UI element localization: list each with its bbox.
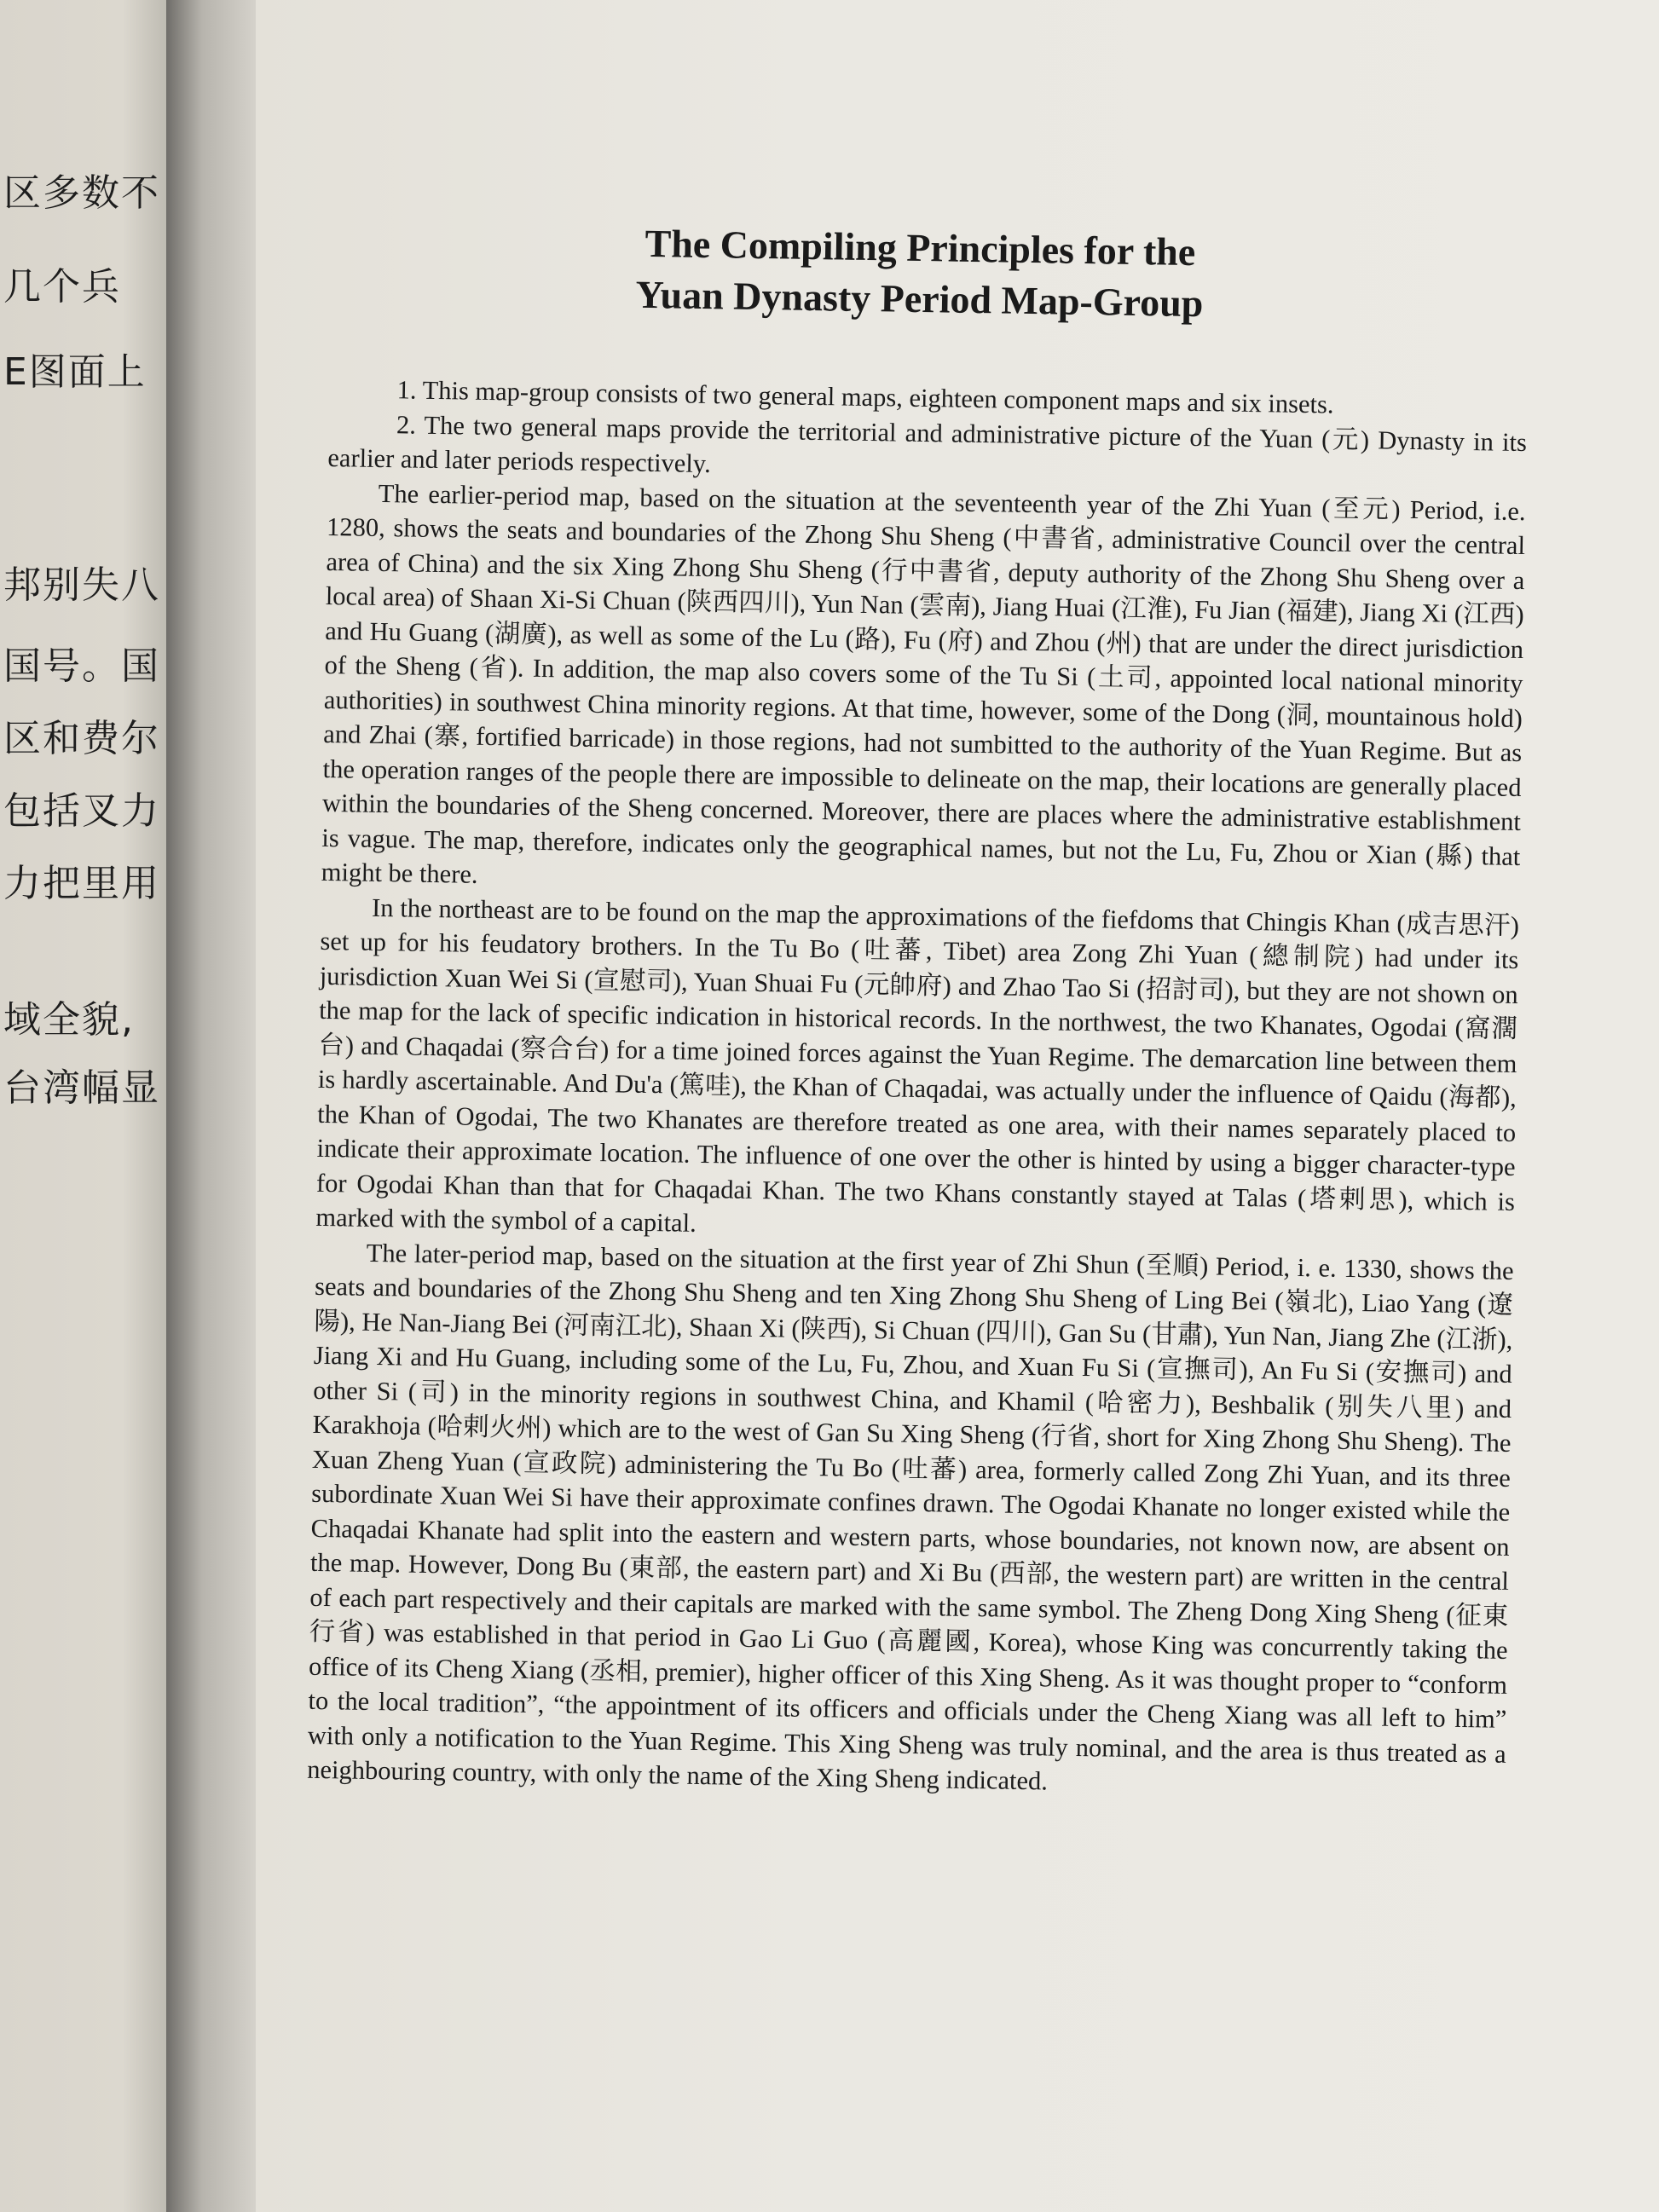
body-text	[307, 372, 1528, 1805]
page-title	[322, 213, 1517, 334]
title-line-2: Yuan Dynasty Period Map-Group	[635, 272, 1204, 326]
title-line-1: The Compiling Principles for the	[645, 221, 1196, 274]
left-page-line: 几个兵	[3, 265, 121, 309]
left-page-line: 邦别失八	[3, 563, 160, 607]
left-page-line: E图面上	[3, 350, 147, 394]
left-page-line: 台湾幅显	[3, 1066, 160, 1110]
left-page-line: 区多数不	[3, 171, 160, 215]
left-page-line: 域全貌,	[3, 998, 135, 1042]
paragraph-northeast: In the northeast are to be found on the map the approximations of the fiefdoms that Chingis Khan (成吉思汗) set up for his feudatory brothers. In the Tu Bo (吐蕃, Tibet) area Zong Zhi Yuan (總制院) had under its jurisdiction Xuan Wei Si (宣慰司), Yuan Shuai Fu (元帥府) and Zhao Tao Si (招討司), but they are not shown on the map for the lack of specific indication in historical records. In the northwest, the two Khanates, Ogodai (窩濶台) and Chaqadai (察合台) for a time joined forces against the Yuan Regime. The demarcation line between them is hardly ascertainable. And Du'a (篤哇), the Khan of Chaqadai, was actually under the influence of Qaidu (海都), the Khan of Ogodai, The two Khanates are therefore treated as one area, with their names separately placed to indicate their approximate location. The influence of one over the other is hinted by using a bigger character-type for Ogodai Khan than that for Chaqadai Khan. The two Khans constantly stayed at Talas (塔剌思), which is marked with the symbol of a capital.	[315, 892, 1520, 1238]
left-page-line: 区和费尔	[3, 717, 160, 760]
paragraph-later-period: The later-period map, based on the situation at the first year of Zhi Shun (至順) Period, i. e. 1330, shows the seats and boundaries of the Zhong Shu Sheng and ten Xing Zhong Shu Sheng of Ling Bei (嶺北), Liao Yang (遼陽), He Nan-Jiang Bei (河南江北), Shaan Xi (陕西), Si Chuan (四川), Gan Su (甘肅), Yun Nan, Jiang Zhe (江浙), Jiang Xi and Hu Guang, including some of the Lu, Fu, Zhou, and Xuan Fu Si (宣撫司), An Fu Si (安撫司) and other Si (司) in the minority regions in southwest China, and Khamil (哈密力), Beshbalik (别失八里) and Karakhoja (哈剌火州) which are to the west of Gan Su Xing Sheng (行省, short for Xing Zhong Shu Sheng). The Xuan Zheng Yuan (宣政院) administering the Tu Bo (吐蕃) area, formerly called Zong Zhi Yuan, and its three subordinate Xuan Wei Si have their approximate confines drawn. The Ogodai Khanate no longer existed while the Chaqadai Khanate had split into the eastern and western parts, whose boundaries, not known now, are absent on the map. However, Dong Bu (東部, the eastern part) and Xi Bu (西部, the western part) are written in the central of each part respectively and their capitals are marked with the same symbol. The Zheng Dong Xing Sheng (征東行省) was established in that period in Gao Li Guo (高麗國, Korea), whose King was concurrently taking the office of its Cheng Xiang (丞相, premier), higher officer of this Xing Sheng. As it was thought proper to “conform to the local tradition”, “the appointment of its officers and officials under the Cheng Xiang was all left to him” with only a notification to the Yuan Regime. This Xing Sheng was truly nominal, and the area is thus treated as a neighbouring country, with only the name of the Xing Sheng indicated.	[306, 1238, 1514, 1796]
left-page-line: 国号。国	[3, 644, 160, 688]
left-page-line: 包括叉力	[3, 789, 160, 833]
paragraph-earlier-period: The earlier-period map, based on the situation at the seventeenth year of the Zhi Yuan (至元) Period, i.e. 1280, shows the seats and boundaries of the Zhong Shu Sheng (中書省, administrative Council over the central area of China) and the six Xing Zhong Shu Sheng (行中書省, deputy authority of the Zhong Shu Sheng over a local area) of Shaan Xi-Si Chuan (陕西四川), Yun Nan (雲南), Jiang Huai (江淮), Fu Jian (福建), Jiang Xi (江西) and Hu Guang (湖廣), as well as some of the Lu (路), Fu (府) and Zhou (州) that are under the direct jurisdiction of the Sheng (省). In addition, the map also covers some of the Tu Si (土司, appointed local national minority authorities) in southwest China minority regions. At that time, however, some of the Dong (洞, mountainous hold) and Zhai (寨, fortified barricade) in those regions, had not sumbitted to the authority of the Yuan Regime. But as the operation ranges of the people there are impossible to delineate on the map, their locations are generally placed within the boundaries of the Sheng concerned. Moreover, there are places where the administrative establishment is vague. The map, therefore, indicates only the geographical names, but not the Lu, Fu, Zhou or Xian (縣) that might be there.	[321, 478, 1526, 889]
book-gutter	[166, 0, 269, 2212]
paragraph-item-1: 1. This map-group consists of two general maps, eighteen component maps and six insets.	[396, 375, 1334, 419]
paragraph-item-2: 2. The two general maps provide the territorial and administrative picture of the Yuan (元) Dynasty in its earlier and later periods respectively.	[327, 409, 1528, 479]
left-page-line: 力把里用	[3, 862, 160, 905]
left-page	[0, 0, 175, 2212]
